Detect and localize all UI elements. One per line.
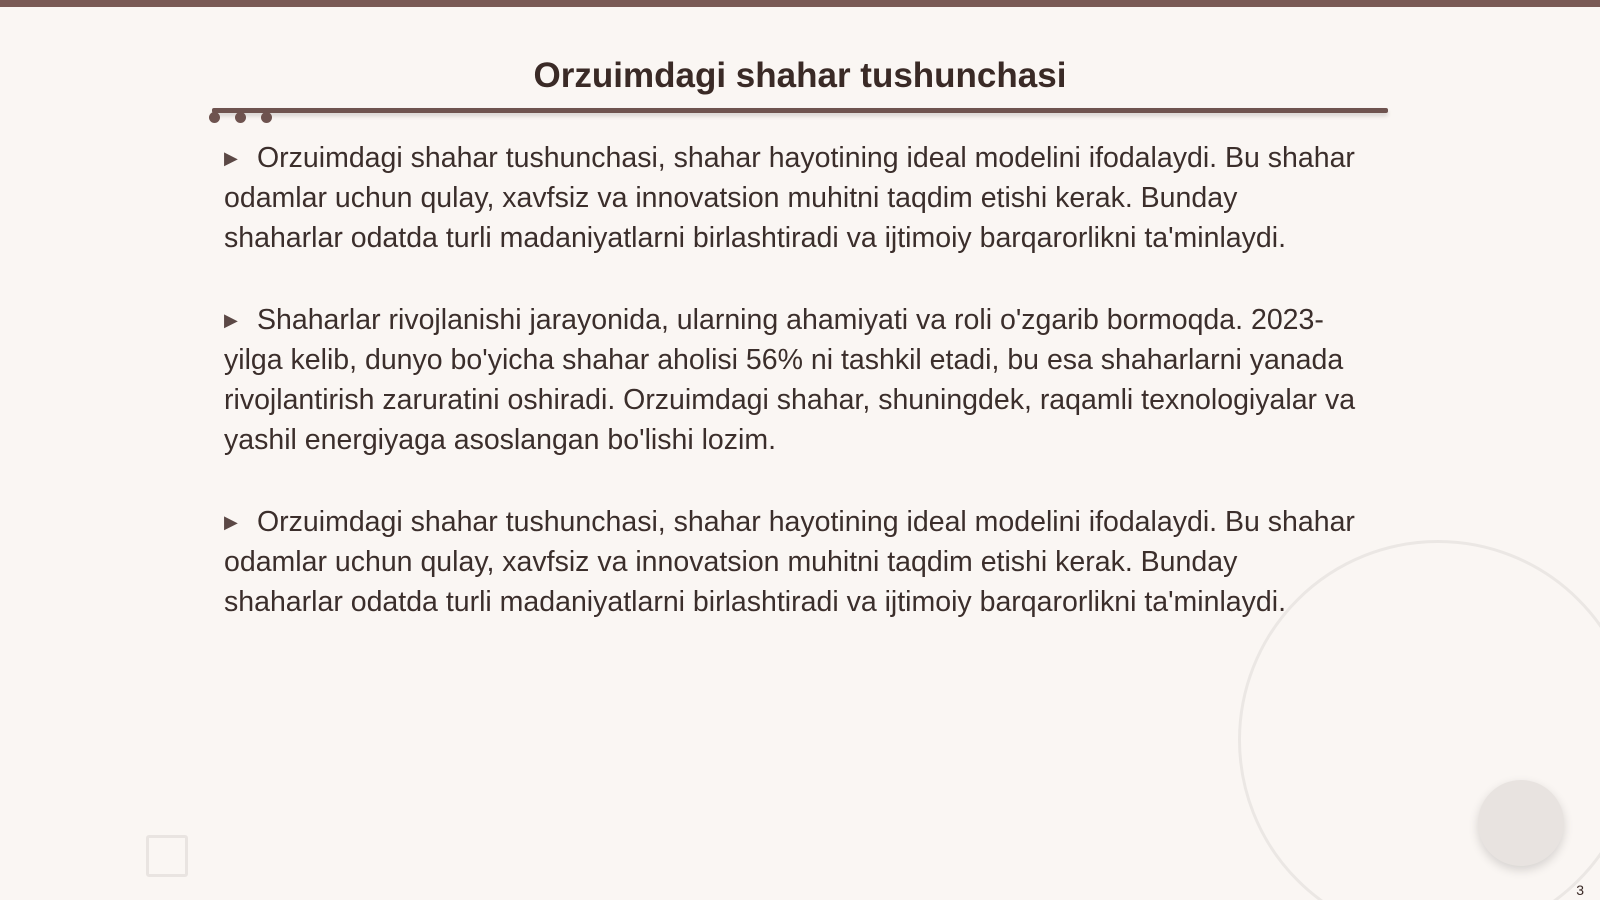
decorative-dot [261, 112, 272, 123]
slide-body [224, 138, 1364, 664]
bullet-paragraph [224, 138, 1364, 258]
page-number: 3 [1576, 882, 1584, 898]
paragraph-text: Orzuimdagi shahar tushunchasi, shahar hayotining ideal modelini ifodalaydi. Bu shahar odamlar uchun qulay, xavfsiz va innovatsion muhitni taqdim etishi kerak. Bunday shaharlar odatda turli madaniyatlarni birlashtiradi va ijtimoiy barqarorlikni ta'minlaydi. [224, 506, 1355, 618]
decorative-dot [209, 112, 220, 123]
slide-title: Orzuimdagi shahar tushunchasi [533, 56, 1067, 95]
decorative-circle [1478, 780, 1564, 866]
title-underline [212, 108, 1388, 113]
paragraph-text: Shaharlar rivojlanishi jarayonida, ularning ahamiyati va roli o'zgarib bormoqda. 2023-yilga kelib, dunyo bo'yicha shahar aholisi 56% ni tashkil etadi, bu esa shaharlarni yanada rivojlantirish zaruratini oshiradi. Orzuimdagi shahar, shuningdek, raqamli texnologiyalar va yashil energiyaga asoslangan bo'lishi lozim. [224, 304, 1356, 456]
bullet-arrow-icon: ▶ [224, 310, 238, 330]
bullet-arrow-icon: ▶ [224, 148, 238, 168]
decorative-dot [235, 112, 246, 123]
decorative-square [146, 835, 188, 877]
top-accent-bar [0, 0, 1600, 7]
bullet-arrow-icon: ▶ [224, 512, 238, 532]
paragraph-text: Orzuimdagi shahar tushunchasi, shahar hayotining ideal modelini ifodalaydi. Bu shahar odamlar uchun qulay, xavfsiz va innovatsion muhitni taqdim etishi kerak. Bunday shaharlar odatda turli madaniyatlarni birlashtiradi va ijtimoiy barqarorlikni ta'minlaydi. [224, 142, 1355, 254]
bullet-paragraph [224, 300, 1364, 460]
bullet-paragraph [224, 502, 1364, 622]
